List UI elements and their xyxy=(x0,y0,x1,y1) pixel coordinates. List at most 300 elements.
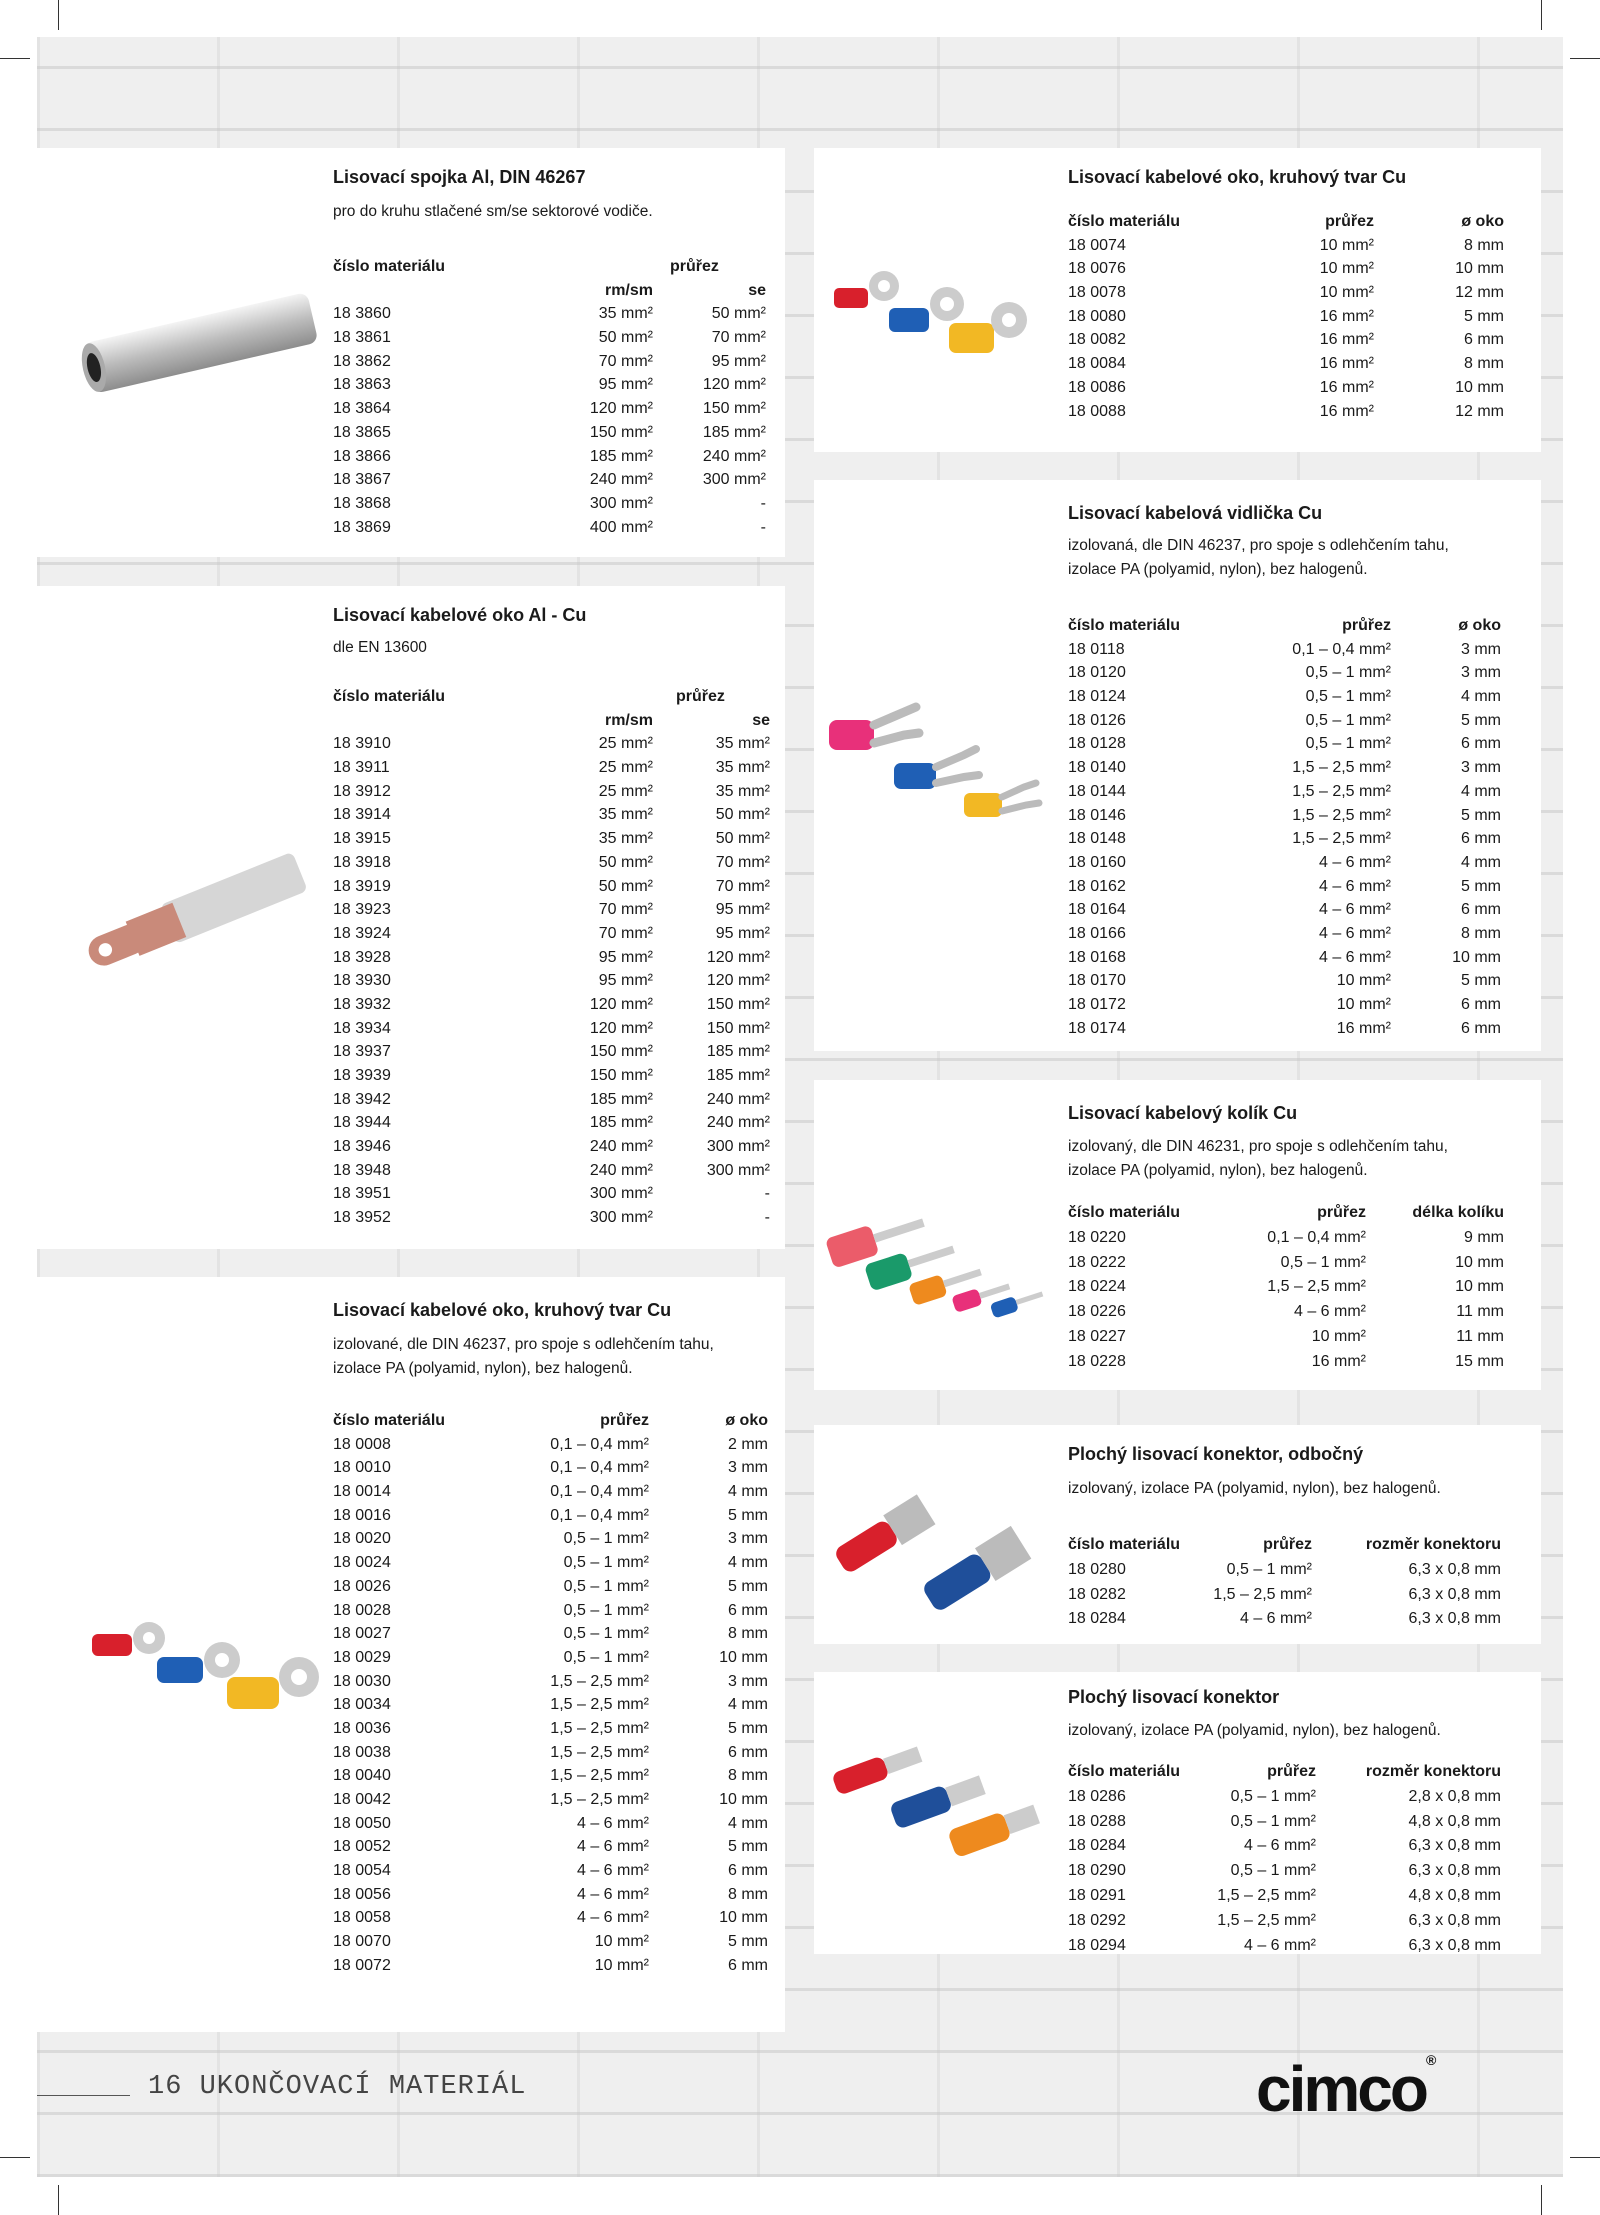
cross-section: 150 mm² xyxy=(589,423,653,441)
size-value: 8 mm xyxy=(728,1885,768,1903)
size-value: 6 mm xyxy=(1461,735,1501,753)
table-row xyxy=(333,445,773,469)
table-row xyxy=(1068,1017,1508,1041)
material-number: 18 3911 xyxy=(333,759,390,777)
column-header: rozměr konektoru xyxy=(1365,1763,1501,1780)
column-header: ø oko xyxy=(1461,213,1504,230)
cross-section: 4 – 6 mm² xyxy=(576,1838,649,1856)
table-row xyxy=(333,1741,773,1765)
table-header xyxy=(1068,210,1508,234)
material-number: 18 0056 xyxy=(333,1885,391,1903)
ring-terminals-image xyxy=(87,1612,327,1722)
table-row xyxy=(1068,780,1508,804)
table-row xyxy=(333,1670,773,1694)
section-description: izolované, dle DIN 46237, pro spoje s odlehčením tahu, izolace PA (polyamid, nylon), bez halogenů. xyxy=(333,1336,714,1377)
size-value: 4,8 x 0,8 mm xyxy=(1408,1812,1501,1830)
material-number: 18 3869 xyxy=(333,518,391,536)
cross-section: 0,5 – 1 mm² xyxy=(1226,1560,1312,1578)
size-value: 12 mm xyxy=(1455,284,1504,302)
cross-section: 10 mm² xyxy=(1319,236,1374,254)
size-value: 8 mm xyxy=(728,1767,768,1785)
size-value: 3 mm xyxy=(1461,664,1501,682)
material-number: 18 0284 xyxy=(1068,1610,1126,1628)
size-value: - xyxy=(764,1185,770,1203)
size-value: 6 mm xyxy=(1464,331,1504,349)
product-table xyxy=(333,685,773,1230)
material-number: 18 0144 xyxy=(1068,782,1126,800)
size-value: 2,8 x 0,8 mm xyxy=(1408,1787,1501,1805)
cross-section: 4 – 6 mm² xyxy=(1239,1610,1312,1628)
material-number: 18 0290 xyxy=(1068,1862,1126,1880)
table-row xyxy=(333,1646,773,1670)
section-title: Lisovací spojka Al, DIN 46267 xyxy=(333,167,586,187)
table-row xyxy=(333,1111,773,1135)
material-number: 18 3937 xyxy=(333,1043,391,1061)
size-value: 3 mm xyxy=(728,1530,768,1548)
material-number: 18 3862 xyxy=(333,352,391,370)
table-row xyxy=(333,780,773,804)
table-row xyxy=(333,1135,773,1159)
cross-section: 10 mm² xyxy=(1336,972,1391,990)
ring-terminals-image xyxy=(829,258,1029,358)
material-number: 18 3944 xyxy=(333,1114,391,1132)
material-number: 18 0058 xyxy=(333,1909,391,1927)
cross-section: 1,5 – 2,5 mm² xyxy=(1292,830,1391,848)
column-subheader: se xyxy=(748,281,766,299)
cross-section: 0,5 – 1 mm² xyxy=(1230,1812,1316,1830)
table-row xyxy=(1068,685,1508,709)
logo-text: cimco xyxy=(1256,2053,1426,2125)
material-number: 18 3915 xyxy=(333,830,391,848)
cross-section: 16 mm² xyxy=(1311,1352,1366,1370)
section-description: izolovaná, dle DIN 46237, pro spoje s odlehčením tahu, izolace PA (polyamid, nylon), bez halogenů. xyxy=(1068,537,1449,578)
table-row xyxy=(1068,234,1508,258)
cross-section: 10 mm² xyxy=(1336,996,1391,1013)
cross-section: 1,5 – 2,5 mm² xyxy=(1213,1585,1312,1603)
column-header: číslo materiálu xyxy=(1068,1204,1181,1221)
size-value: 15 mm xyxy=(1455,1352,1504,1370)
material-number: 18 3930 xyxy=(333,972,391,990)
material-number: 18 0030 xyxy=(333,1672,391,1690)
material-number: 18 0027 xyxy=(333,1625,391,1643)
material-number: 18 3924 xyxy=(333,924,391,942)
product-section-flat-branch-connector xyxy=(814,1425,1541,1644)
table-row xyxy=(1068,1350,1508,1375)
material-number: 18 3939 xyxy=(333,1067,391,1084)
cross-section: 35 mm² xyxy=(598,305,653,323)
material-number: 18 0020 xyxy=(333,1530,391,1548)
cross-section: 16 mm² xyxy=(1319,331,1374,349)
crop-mark xyxy=(1570,2157,1600,2158)
table-row xyxy=(333,1883,773,1907)
size-value: 6 mm xyxy=(728,1743,768,1761)
cross-section: 1,5 – 2,5 mm² xyxy=(550,1743,649,1761)
size-value: 150 mm² xyxy=(702,400,766,418)
size-value: 3 mm xyxy=(728,1672,768,1690)
column-header: rozměr konektoru xyxy=(1365,1536,1501,1553)
product-table xyxy=(333,255,773,539)
column-subheader: rm/sm xyxy=(604,281,653,299)
size-value: 10 mm xyxy=(1455,260,1504,278)
material-number: 18 3918 xyxy=(333,853,391,871)
table-row xyxy=(1068,328,1508,352)
table-row xyxy=(333,1017,773,1041)
table-row xyxy=(333,732,773,756)
material-number: 18 0026 xyxy=(333,1577,391,1595)
size-value: 4 mm xyxy=(728,1554,768,1572)
table-row xyxy=(1068,1558,1508,1583)
size-value: 4 mm xyxy=(1461,782,1501,800)
size-value: 240 mm² xyxy=(706,1090,770,1108)
cross-section: 10 mm² xyxy=(594,1933,649,1951)
material-number: 18 3863 xyxy=(333,376,391,394)
table-row xyxy=(333,1182,773,1206)
table-row xyxy=(333,1954,773,1978)
table-row xyxy=(333,922,773,946)
table-row xyxy=(333,1575,773,1599)
aluminium-sleeve-image xyxy=(67,273,322,423)
size-value: 10 mm xyxy=(719,1648,768,1666)
cross-section: 4 – 6 mm² xyxy=(1318,924,1391,942)
size-value: 50 mm² xyxy=(715,830,770,848)
size-value: 6 mm xyxy=(1461,830,1501,848)
table-row xyxy=(1068,1607,1508,1632)
table-row xyxy=(333,1551,773,1575)
cross-section: 185 mm² xyxy=(589,1090,653,1108)
section-title: Lisovací kabelové oko Al - Cu xyxy=(333,605,587,625)
size-value: 95 mm² xyxy=(715,924,770,942)
cross-section: 0,1 – 0,4 mm² xyxy=(1292,640,1391,658)
material-number: 18 0010 xyxy=(333,1459,391,1477)
table-row xyxy=(1068,898,1508,922)
column-header: délka kolíku xyxy=(1412,1204,1504,1221)
size-value: 150 mm² xyxy=(706,995,770,1013)
table-row xyxy=(1068,1226,1508,1251)
material-number: 18 0052 xyxy=(333,1838,391,1856)
size-value: 6,3 x 0,8 mm xyxy=(1408,1610,1501,1628)
size-value: 50 mm² xyxy=(711,305,766,323)
cross-section: 120 mm² xyxy=(589,1019,653,1037)
column-header: průřez xyxy=(600,1412,649,1429)
cross-section: 70 mm² xyxy=(598,924,653,942)
cross-section: 185 mm² xyxy=(589,447,653,465)
size-value: 5 mm xyxy=(1461,972,1501,990)
table-row xyxy=(333,1040,773,1064)
size-value: 3 mm xyxy=(1461,640,1501,658)
cross-section: 0,5 – 1 mm² xyxy=(563,1554,649,1572)
cross-section: 50 mm² xyxy=(598,853,653,871)
column-subheader: rm/sm xyxy=(604,711,653,729)
product-table xyxy=(1068,210,1508,423)
table-row xyxy=(333,1064,773,1088)
product-section-pin-terminal xyxy=(814,1080,1541,1390)
table-row xyxy=(1068,1810,1508,1835)
cross-section: 70 mm² xyxy=(598,352,653,370)
crop-mark xyxy=(0,2157,30,2158)
registered-mark: ® xyxy=(1425,2052,1437,2068)
size-value: 4 mm xyxy=(728,1814,768,1832)
crop-mark xyxy=(58,0,59,30)
section-description: pro do kruhu stlačené sm/se sektorové vodiče. xyxy=(333,203,653,220)
table-row xyxy=(333,993,773,1017)
material-number: 18 3860 xyxy=(333,305,391,323)
material-number: 18 3912 xyxy=(333,782,391,800)
size-value: 6,3 x 0,8 mm xyxy=(1408,1837,1501,1855)
table-row xyxy=(1068,827,1508,851)
page-footer-label: 16 UKONČOVACÍ MATERIÁL xyxy=(148,2072,527,2102)
table-row xyxy=(333,1433,773,1457)
table-row xyxy=(333,302,773,326)
table-row xyxy=(333,756,773,780)
cross-section: 70 mm² xyxy=(598,901,653,919)
table-row xyxy=(333,969,773,993)
cross-section: 4 – 6 mm² xyxy=(576,1885,649,1903)
table-row xyxy=(1068,376,1508,400)
size-value: 8 mm xyxy=(728,1625,768,1643)
cross-section: 0,1 – 0,4 mm² xyxy=(550,1435,649,1453)
column-subheader: se xyxy=(752,711,770,729)
material-number: 18 0028 xyxy=(333,1601,391,1619)
material-number: 18 3910 xyxy=(333,735,391,753)
cross-section: 0,5 – 1 mm² xyxy=(563,1530,649,1548)
cross-section: 1,5 – 2,5 mm² xyxy=(1292,782,1391,800)
crop-mark xyxy=(58,2185,59,2215)
size-value: 5 mm xyxy=(1461,711,1501,729)
material-number: 18 0016 xyxy=(333,1506,391,1524)
material-number: 18 0172 xyxy=(1068,996,1126,1013)
section-title: Lisovací kabelové oko, kruhový tvar Cu xyxy=(333,1300,672,1320)
material-number: 18 0080 xyxy=(1068,307,1126,325)
size-value: 6 mm xyxy=(728,1862,768,1880)
material-number: 18 0124 xyxy=(1068,688,1126,706)
size-value: 5 mm xyxy=(728,1577,768,1595)
table-row xyxy=(1068,946,1508,970)
cross-section: 4 – 6 mm² xyxy=(576,1814,649,1832)
material-number: 18 0166 xyxy=(1068,924,1126,942)
material-number: 18 3923 xyxy=(333,901,391,919)
size-value: 8 mm xyxy=(1464,355,1504,373)
size-value: 4,8 x 0,8 mm xyxy=(1408,1886,1501,1904)
cross-section: 10 mm² xyxy=(594,1956,649,1974)
table-row xyxy=(1068,1859,1508,1884)
size-value: 11 mm xyxy=(1456,1327,1504,1345)
size-value: 35 mm² xyxy=(715,735,770,753)
size-value: 4 mm xyxy=(1461,688,1501,706)
cross-section: 0,1 – 0,4 mm² xyxy=(550,1483,649,1501)
cross-section: 50 mm² xyxy=(598,329,653,347)
material-number: 18 3952 xyxy=(333,1209,391,1227)
cross-section: 25 mm² xyxy=(598,735,653,753)
cross-section: 0,5 – 1 mm² xyxy=(1305,711,1391,729)
cross-section: 50 mm² xyxy=(598,877,653,895)
column-header: ø oko xyxy=(1458,617,1501,634)
table-row xyxy=(333,1527,773,1551)
cross-section: 4 – 6 mm² xyxy=(1293,1303,1366,1321)
size-value: - xyxy=(764,1209,770,1227)
table-row xyxy=(1068,709,1508,733)
material-number: 18 0164 xyxy=(1068,901,1126,919)
section-description: izolovaný, izolace PA (polyamid, nylon), bez halogenů. xyxy=(1068,1480,1441,1497)
size-value: 185 mm² xyxy=(706,1067,770,1084)
crop-mark xyxy=(1541,0,1542,30)
material-number: 18 0146 xyxy=(1068,806,1126,824)
material-number: 18 0280 xyxy=(1068,1560,1126,1578)
size-value: 300 mm² xyxy=(706,1161,770,1179)
al-cu-lug-image xyxy=(57,836,317,996)
table-row xyxy=(1068,661,1508,685)
table-row xyxy=(1068,1884,1508,1909)
material-number: 18 0040 xyxy=(333,1767,391,1785)
section-title: Lisovací kabelové oko, kruhový tvar Cu xyxy=(1068,167,1407,187)
size-value: 4 mm xyxy=(728,1483,768,1501)
footer-rule xyxy=(37,2095,130,2096)
material-number: 18 0286 xyxy=(1068,1787,1126,1805)
table-row xyxy=(1068,1785,1508,1810)
table-row xyxy=(1068,1325,1508,1350)
size-value: 300 mm² xyxy=(702,471,766,489)
cross-section: 1,5 – 2,5 mm² xyxy=(1217,1886,1316,1904)
material-number: 18 0042 xyxy=(333,1791,391,1808)
table-row xyxy=(1068,875,1508,899)
size-value: - xyxy=(760,494,766,512)
cross-section: 1,5 – 2,5 mm² xyxy=(550,1767,649,1785)
product-table xyxy=(1068,614,1508,1040)
material-number: 18 3867 xyxy=(333,471,391,489)
size-value: 95 mm² xyxy=(711,352,766,370)
size-value: 185 mm² xyxy=(702,423,766,441)
table-row xyxy=(333,851,773,875)
table-row xyxy=(333,373,773,397)
cross-section: 120 mm² xyxy=(589,995,653,1013)
size-value: 5 mm xyxy=(728,1506,768,1524)
size-value: 10 mm xyxy=(1452,948,1501,966)
material-number: 18 0226 xyxy=(1068,1303,1126,1321)
table-row xyxy=(1068,638,1508,662)
material-number: 18 0228 xyxy=(1068,1352,1126,1370)
size-value: 6,3 x 0,8 mm xyxy=(1408,1936,1501,1954)
material-number: 18 3861 xyxy=(333,329,391,347)
column-header: číslo materiálu xyxy=(333,258,446,275)
cross-section: 1,5 – 2,5 mm² xyxy=(550,1719,649,1737)
material-number: 18 3946 xyxy=(333,1138,391,1156)
cross-section: 0,5 – 1 mm² xyxy=(1305,664,1391,682)
material-number: 18 0088 xyxy=(1068,402,1126,420)
table-row xyxy=(333,1764,773,1788)
table-header xyxy=(1068,614,1508,638)
pin-terminals-image xyxy=(824,1180,1059,1330)
table-row xyxy=(333,1504,773,1528)
cimco-logo xyxy=(1256,2052,1436,2126)
cross-section: 0,1 – 0,4 mm² xyxy=(1267,1228,1366,1246)
material-number: 18 3864 xyxy=(333,400,391,418)
material-number: 18 3866 xyxy=(333,447,391,465)
section-description: izolovaný, dle DIN 46231, pro spoje s odlehčením tahu, izolace PA (polyamid, nylon), bez halogenů. xyxy=(1068,1138,1448,1179)
material-number: 18 0008 xyxy=(333,1435,391,1453)
material-number: 18 3865 xyxy=(333,423,391,441)
material-number: 18 3928 xyxy=(333,948,391,966)
size-value: 6,3 x 0,8 mm xyxy=(1408,1585,1501,1603)
cross-section: 0,5 – 1 mm² xyxy=(1305,688,1391,706)
table-row xyxy=(1068,922,1508,946)
size-value: 240 mm² xyxy=(702,447,766,465)
cross-section: 25 mm² xyxy=(598,759,653,777)
material-number: 18 3942 xyxy=(333,1090,391,1108)
table-row xyxy=(1068,1909,1508,1934)
column-header: průřez xyxy=(1342,617,1391,634)
size-value: 6 mm xyxy=(1461,901,1501,919)
material-number: 18 0174 xyxy=(1068,1019,1126,1037)
crop-mark xyxy=(1541,2185,1542,2215)
table-row xyxy=(333,516,773,540)
column-header: číslo materiálu xyxy=(1068,213,1181,230)
table-header xyxy=(333,685,773,709)
table-header xyxy=(1068,1760,1508,1785)
size-value: 300 mm² xyxy=(706,1138,770,1156)
cross-section: 4 – 6 mm² xyxy=(1318,948,1391,966)
section-title: Lisovací kabelová vidlička Cu xyxy=(1068,503,1323,523)
cross-section: 16 mm² xyxy=(1319,378,1374,396)
cross-section: 1,5 – 2,5 mm² xyxy=(550,1672,649,1690)
table-row xyxy=(333,1717,773,1741)
cross-section: 1,5 – 2,5 mm² xyxy=(1292,806,1391,824)
cross-section: 0,5 – 1 mm² xyxy=(563,1577,649,1595)
flat-branch-connectors-image xyxy=(819,1465,1059,1625)
size-value: 3 mm xyxy=(728,1459,768,1477)
cross-section: 1,5 – 2,5 mm² xyxy=(1217,1911,1316,1929)
material-number: 18 0074 xyxy=(1068,236,1126,254)
table-row xyxy=(333,1599,773,1623)
table-row xyxy=(1068,804,1508,828)
cross-section: 95 mm² xyxy=(598,376,653,394)
size-value: 6,3 x 0,8 mm xyxy=(1408,1560,1501,1578)
column-header: průřez xyxy=(1267,1763,1316,1780)
column-header: ø oko xyxy=(725,1412,768,1429)
size-value: 70 mm² xyxy=(715,853,770,871)
cross-section: 16 mm² xyxy=(1336,1019,1391,1037)
material-number: 18 0076 xyxy=(1068,260,1126,278)
cross-section: 150 mm² xyxy=(589,1043,653,1061)
flat-connectors-image xyxy=(819,1717,1059,1867)
size-value: 6 mm xyxy=(1461,996,1501,1013)
size-value: 70 mm² xyxy=(715,877,770,895)
table-row xyxy=(333,1835,773,1859)
table-subheader xyxy=(333,709,773,733)
cross-section: 16 mm² xyxy=(1319,355,1374,373)
cross-section: 150 mm² xyxy=(589,1067,653,1084)
column-header: průřez xyxy=(670,258,719,275)
table-row xyxy=(333,1480,773,1504)
table-row xyxy=(333,397,773,421)
size-value: 5 mm xyxy=(728,1719,768,1737)
table-row xyxy=(1068,993,1508,1017)
cross-section: 95 mm² xyxy=(598,948,653,966)
table-row xyxy=(1068,352,1508,376)
size-value: 10 mm xyxy=(1455,1253,1504,1271)
size-value: 6 mm xyxy=(728,1956,768,1974)
size-value: 4 mm xyxy=(728,1696,768,1714)
material-number: 18 0120 xyxy=(1068,664,1126,682)
cross-section: 0,1 – 0,4 mm² xyxy=(550,1506,649,1524)
size-value: 185 mm² xyxy=(706,1043,770,1061)
cross-section: 120 mm² xyxy=(589,400,653,418)
table-row xyxy=(333,1859,773,1883)
table-row xyxy=(1068,257,1508,281)
size-value: 120 mm² xyxy=(706,948,770,966)
cross-section: 25 mm² xyxy=(598,782,653,800)
column-header: číslo materiálu xyxy=(1068,1763,1181,1780)
size-value: 35 mm² xyxy=(715,782,770,800)
size-value: 8 mm xyxy=(1461,924,1501,942)
